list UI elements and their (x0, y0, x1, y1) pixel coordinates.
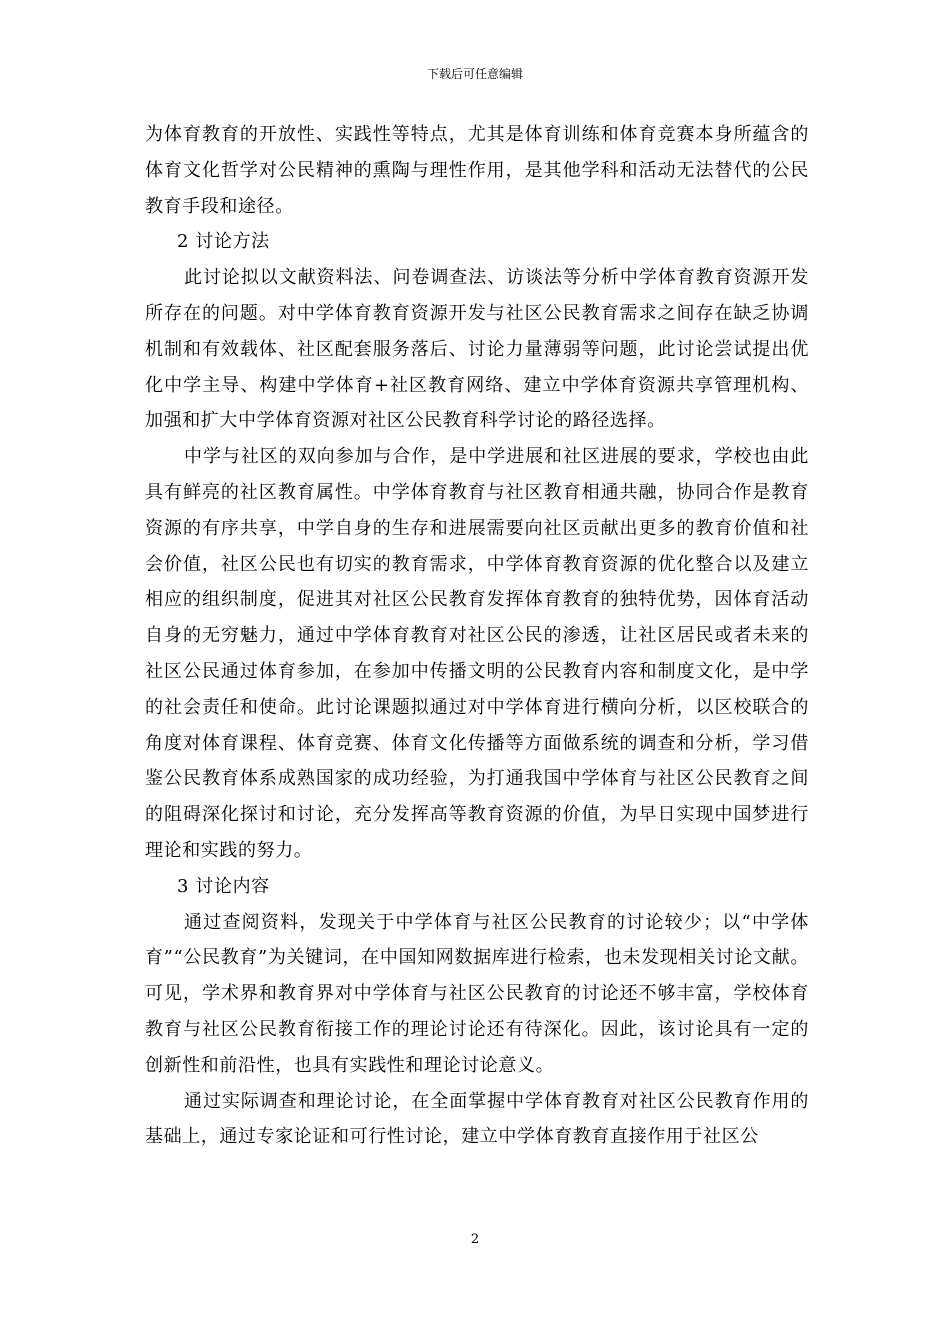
page-header: 下载后可任意编辑 (426, 67, 523, 81)
paragraph-continuation: 为体育教育的开放性、实践性等特点，尤其是体育训练和体育竞赛本身所蕴含的体育文化哲学对公民精神的熏陶与理性作用，是其他学科和活动无法替代的公民教育手段和途径。 (145, 124, 809, 217)
paragraph-investigation: 通过实际调查和理论讨论，在全面掌握中学体育教育对社区公民教育作用的基础上，通过专家论证和可行性讨论，建立中学体育教育直接作用于社区公 (145, 1090, 809, 1148)
section-heading-content: 3 讨论内容 (177, 875, 270, 897)
paragraph-methods: 此讨论拟以文献资料法、问卷调查法、访谈法等分析中学体育教育资源开发所存在的问题。对中学体育教育资源开发与社区公民教育需求之间存在缺乏协调机制和有效载体、社区配套服务落后、讨论力量薄弱等问题，此讨论尝试提出优化中学主导、构建中学体育+社区教育网络、建立中学体育资源共享管理机构、加强和扩大中学体育资源对社区公民教育科学讨论的路径选择。 (145, 267, 809, 432)
paragraph-literature: 通过查阅资料，发现关于中学体育与社区公民教育的讨论较少；以“中学体育”“公民教育”为关键词，在中国知网数据库进行检索，也未发现相关讨论文献。可见，学术界和教育界对中学体育与社区公民教育的讨论还不够丰富，学校体育教育与社区公民教育衔接工作的理论讨论还有待深化。因此，该讨论具有一定的创新性和前沿性，也具有实践性和理论讨论意义。 (145, 911, 809, 1076)
paragraph-cooperation: 中学与社区的双向参加与合作，是中学进展和社区进展的要求，学校也由此具有鲜亮的社区教育属性。中学体育教育与社区教育相通共融，协同合作是教育资源的有序共享，中学自身的生存和进展需要向社区贡献出更多的教育价值和社会价值，社区公民也有切实的教育需求，中学体育教育资源的优化整合以及建立相应的组织制度，促进其对社区公民教育发挥体育教育的独特优势，因体育活动自身的无穷魅力，通过中学体育教育对社区公民的渗透，让社区居民或者未来的社区公民通过体育参加，在参加中传播文明的公民教育内容和制度文化，是中学的社会责任和使命。此讨论课题拟通过对中学体育进行横向分析，以区校联合的角度对体育课程、体育竞赛、体育文化传播等方面做系统的调查和分析，学习借鉴公民教育体系成熟国家的成功经验，为打通我国中学体育与社区公民教育之间的阻碍深化探讨和讨论，充分发挥高等教育资源的价值，为早日实现中国梦进行理论和实践的努力。 (145, 446, 809, 861)
document-body (145, 117, 809, 1155)
section-heading-methods: 2 讨论方法 (177, 231, 270, 253)
page-number: 2 (470, 1232, 480, 1247)
